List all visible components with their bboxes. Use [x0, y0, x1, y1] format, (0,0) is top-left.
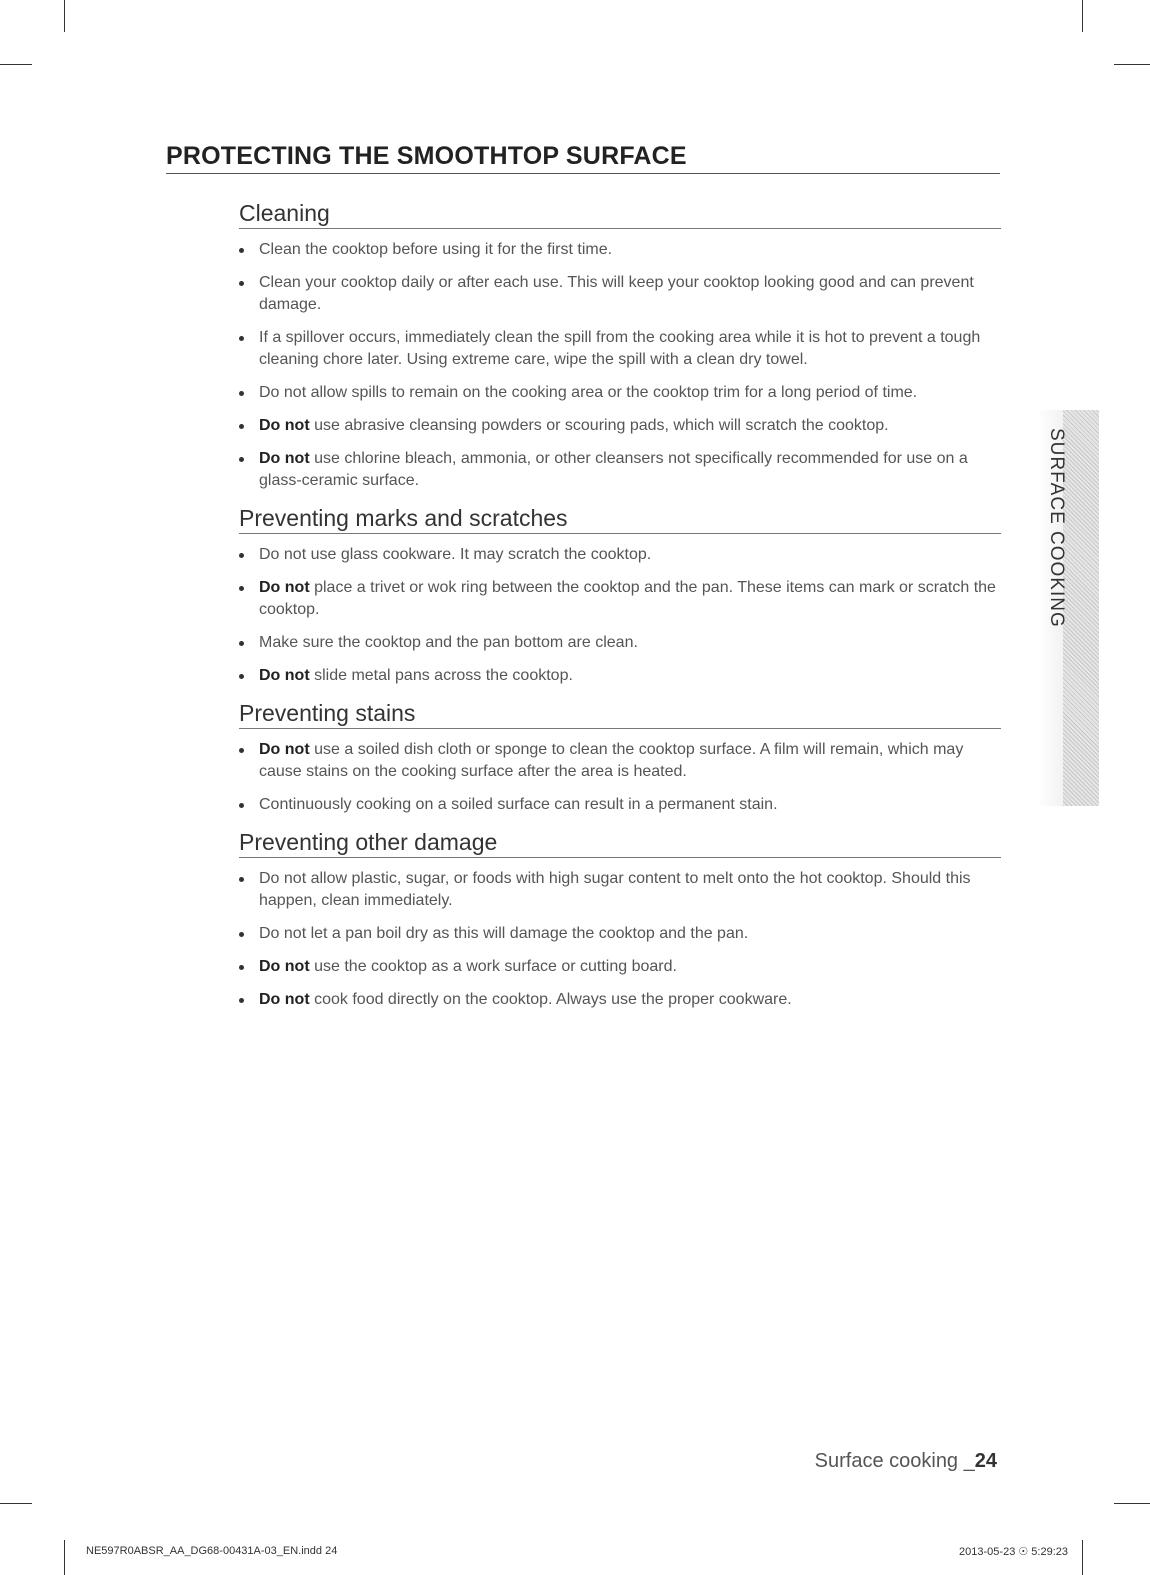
side-tab: [1037, 410, 1099, 806]
item-text: Do not allow spills to remain on the cooking area or the cooktop trim for a long period of time.: [259, 384, 918, 401]
item-text: use a soiled dish cloth or sponge to clean the cooktop surface. A film will remain, which may cause stains on the cooking surface after the area is heated.: [259, 741, 964, 780]
bullet-icon: [239, 457, 244, 462]
list-item: [239, 272, 1001, 316]
bullet-icon: [239, 877, 244, 882]
bullet-icon: [239, 998, 244, 1003]
crop-mark-top-left-h: [0, 64, 32, 65]
bullet-icon: [239, 803, 244, 808]
crop-mark-bottom-left-h: [0, 1503, 32, 1504]
bullet-icon: [239, 932, 244, 937]
item-text: slide metal pans across the cooktop.: [309, 667, 573, 684]
crop-mark-bottom-right-h: [1114, 1503, 1150, 1504]
list-item: [239, 327, 1001, 371]
emphasis-text: Do not: [259, 450, 310, 467]
list-item: [239, 739, 1001, 783]
bullet-list: [239, 239, 1001, 492]
crop-mark-top-right-v: [1082, 0, 1083, 32]
item-text: If a spillover occurs, immediately clean the spill from the cooking area while it is hot to prevent a tough cleaning chore later. Using extreme care, wipe the spill with a clean dry towel.: [259, 329, 981, 368]
section: [239, 698, 1001, 816]
crop-mark-bottom-right-v: [1082, 1540, 1083, 1575]
bullet-icon: [239, 248, 244, 253]
bullet-icon: [239, 674, 244, 679]
list-item: [239, 632, 1001, 654]
item-text: place a trivet or wok ring between the cooktop and the pan. These items can mark or scratch the cooktop.: [259, 579, 996, 618]
bullet-icon: [239, 553, 244, 558]
list-item: [239, 665, 1001, 687]
item-text: use the cooktop as a work surface or cutting board.: [309, 958, 677, 975]
section: [239, 198, 1001, 492]
bullet-icon: [239, 586, 244, 591]
emphasis-text: Do not: [259, 579, 310, 596]
list-item: [239, 382, 1001, 404]
item-text: Clean your cooktop daily or after each use. This will keep your cooktop looking good and can prevent damage.: [259, 274, 974, 313]
item-text: Do not allow plastic, sugar, or foods with high sugar content to melt onto the hot cooktop. Should this happen, clean immediately.: [259, 870, 971, 909]
bullet-icon: [239, 336, 244, 341]
item-text: Clean the cooktop before using it for the first time.: [259, 241, 613, 258]
bullet-list: [239, 868, 1001, 1011]
item-text: Do not let a pan boil dry as this will damage the cooktop and the pan.: [259, 925, 749, 942]
list-item: [239, 868, 1001, 912]
crop-mark-bottom-left-v: [64, 1540, 65, 1575]
bullet-icon: [239, 748, 244, 753]
content-area: [239, 198, 1001, 1022]
list-item: [239, 239, 1001, 261]
side-tab-label: SURFACE COOKING: [1046, 428, 1067, 628]
footer-section-name: Surface cooking _: [814, 1450, 975, 1472]
item-text: cook food directly on the cooktop. Always use the proper cookware.: [309, 991, 792, 1008]
list-item: [239, 923, 1001, 945]
page-number: 24: [974, 1450, 997, 1472]
page-footer: [815, 1450, 997, 1473]
emphasis-text: Do not: [259, 417, 310, 434]
print-slug-date: 2013-05-23 ☉ 5:29:23: [959, 1546, 1068, 1558]
side-tab-pattern: [1063, 410, 1099, 806]
bullet-list: [239, 739, 1001, 816]
bullet-icon: [239, 281, 244, 286]
bullet-icon: [239, 641, 244, 646]
section-title: Preventing marks and scratches: [239, 503, 1001, 534]
item-text: Do not use glass cookware. It may scratch the cooktop.: [259, 546, 652, 563]
item-text: use abrasive cleansing powders or scouring pads, which will scratch the cooktop.: [309, 417, 889, 434]
section: [239, 503, 1001, 687]
print-slug-file: NE597R0ABSR_AA_DG68-00431A-03_EN.indd 24: [86, 1545, 338, 1557]
emphasis-text: Do not: [259, 991, 310, 1008]
section-title: Cleaning: [239, 198, 1001, 229]
bullet-icon: [239, 424, 244, 429]
crop-mark-top-left-v: [64, 0, 65, 32]
section: [239, 827, 1001, 1011]
section-title: Preventing stains: [239, 698, 1001, 729]
list-item: [239, 577, 1001, 621]
item-text: Continuously cooking on a soiled surface can result in a permanent stain.: [259, 796, 778, 813]
list-item: [239, 415, 1001, 437]
bullet-icon: [239, 965, 244, 970]
item-text: use chlorine bleach, ammonia, or other cleansers not specifically recommended for use on a glass-ceramic surface.: [259, 450, 968, 489]
list-item: [239, 544, 1001, 566]
list-item: [239, 956, 1001, 978]
list-item: [239, 794, 1001, 816]
list-item: [239, 448, 1001, 492]
emphasis-text: Do not: [259, 958, 310, 975]
bullet-icon: [239, 391, 244, 396]
item-text: Make sure the cooktop and the pan bottom are clean.: [259, 634, 638, 651]
bullet-list: [239, 544, 1001, 687]
page-title: PROTECTING THE SMOOTHTOP SURFACE: [166, 142, 1000, 174]
emphasis-text: Do not: [259, 667, 310, 684]
list-item: [239, 989, 1001, 1011]
crop-mark-top-right-h: [1114, 64, 1150, 65]
emphasis-text: Do not: [259, 741, 310, 758]
section-title: Preventing other damage: [239, 827, 1001, 858]
